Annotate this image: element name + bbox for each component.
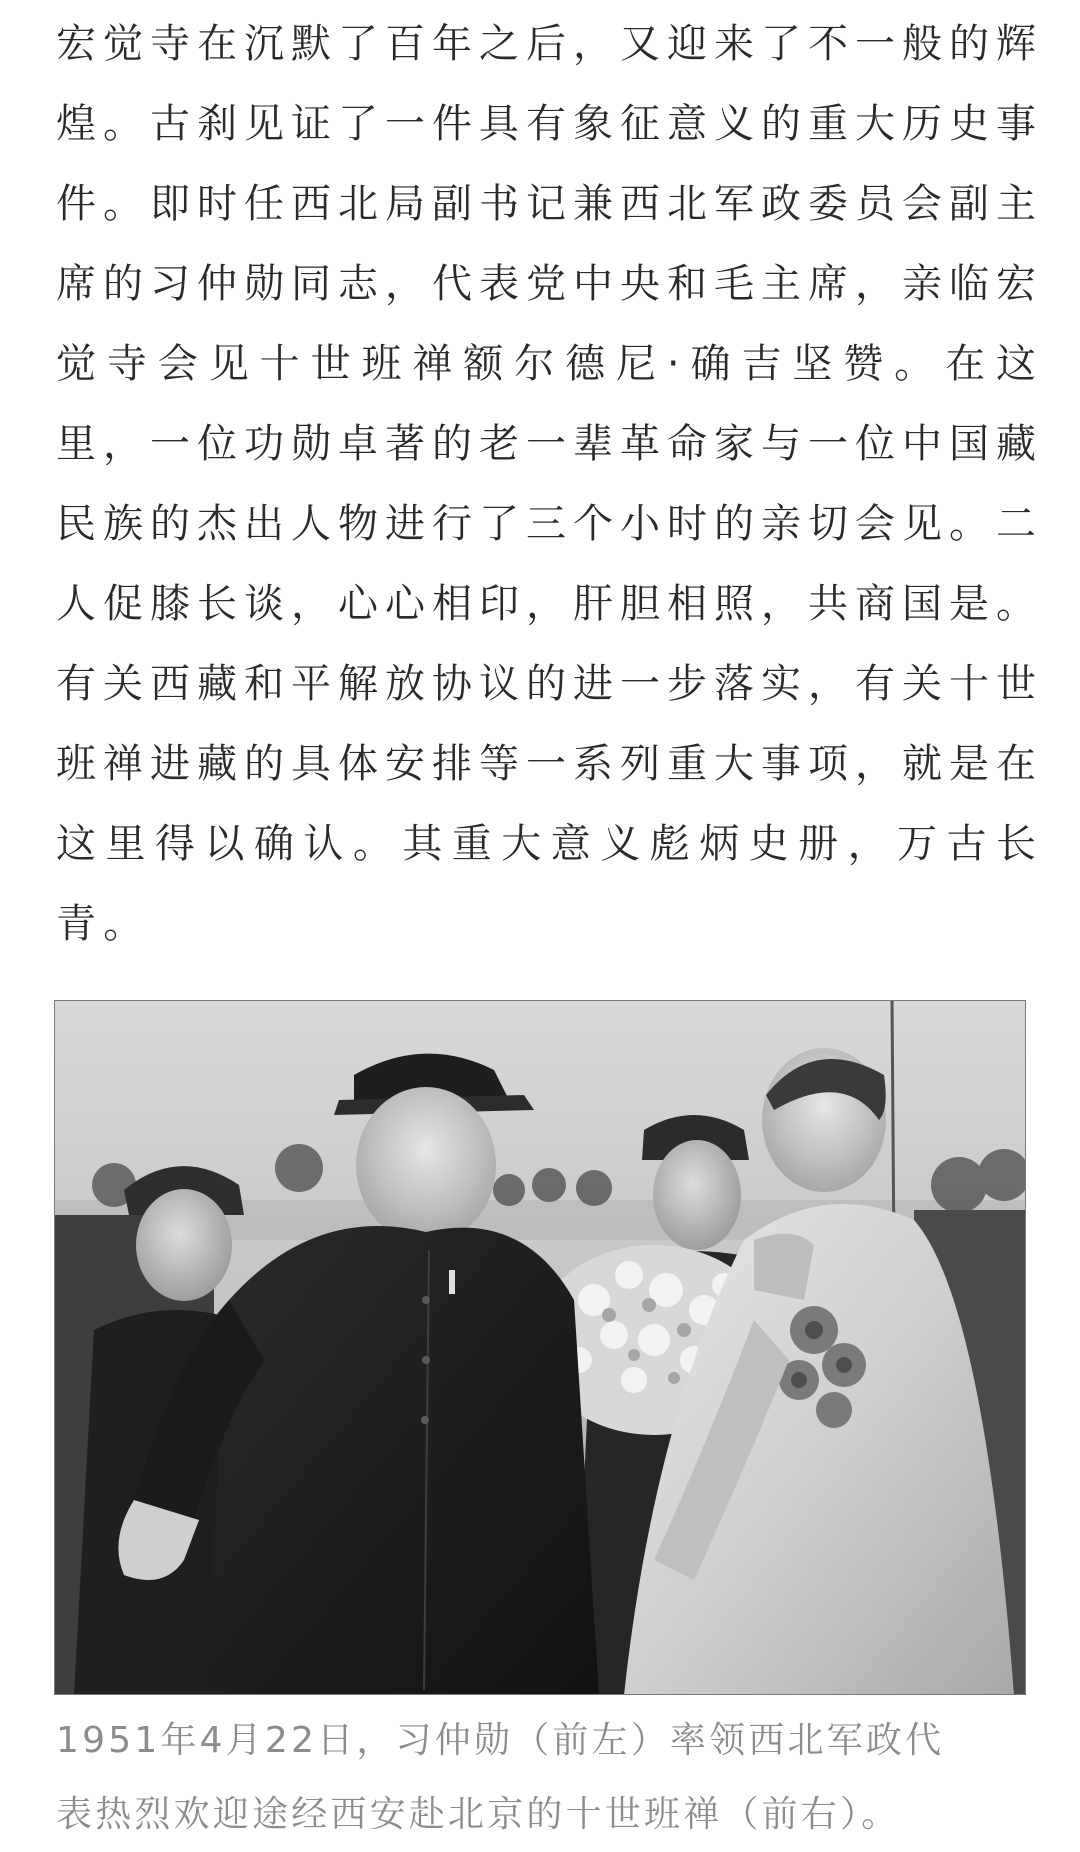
caption-line: 1951年4月22日，习仲勋（前左）率领西北军政代 [56,1720,945,1761]
paragraph-line: 里，一位功勋卓著的老一辈革命家与一位中国藏 [56,421,1036,467]
paragraph-line: 觉寺会见十世班禅额尔德尼·确吉坚赞。在这 [56,341,1036,387]
paragraph-line: 席的习仲勋同志，代表党中央和毛主席，亲临宏 [56,261,1036,307]
caption-line: 表热烈欢迎途经西安赴北京的十世班禅（前右）。 [56,1794,901,1835]
paragraph-line: 民族的杰出人物进行了三个小时的亲切会见。二 [56,501,1036,547]
paragraph-line: 班禅进藏的具体安排等一系列重大事项，就是在 [56,741,1036,787]
paragraph-line: 煌。古刹见证了一件具有象征意义的重大历史事 [56,101,1036,147]
article-paragraph [56,4,1036,964]
photo-illustration [54,1000,1026,1695]
paragraph-line: 这里得以确认。其重大意义彪炳史册，万古长 [56,821,1036,867]
paragraph-line: 有关西藏和平解放协议的进一步落实，有关十世 [56,661,1036,707]
paragraph-line: 人促膝长谈，心心相印，肝胆相照，共商国是。 [56,581,1036,627]
paragraph-line: 青。 [56,901,151,947]
historical-photo [54,1000,1026,1695]
paragraph-line: 宏觉寺在沉默了百年之后，又迎来了不一般的辉 [56,21,1036,67]
photo-caption [56,1704,1036,1852]
paragraph-line: 件。即时任西北局副书记兼西北军政委员会副主 [56,181,1036,227]
